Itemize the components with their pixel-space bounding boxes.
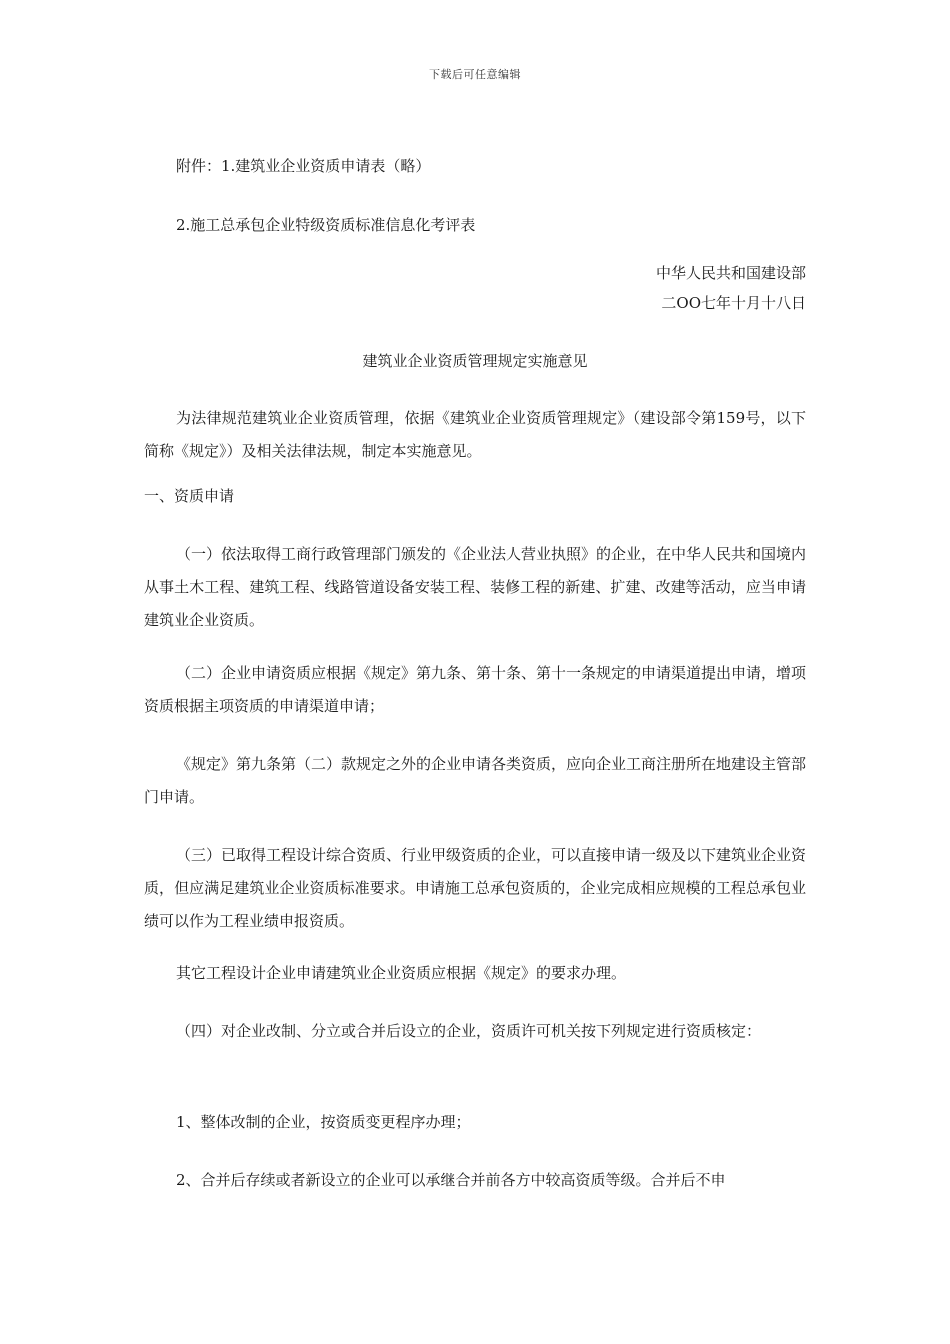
- paragraph-5: 其它工程设计企业申请建筑业企业资质应根据《规定》的要求办理。: [176, 964, 627, 982]
- paragraph-6: （四）对企业改制、分立或合并后设立的企业，资质许可机关按下列规定进行资质核定：: [176, 1022, 762, 1040]
- paragraph-2: （二）企业申请资质应根据《规定》第九条、第十条、第十一条规定的申请渠道提出申请，增项资质根据主项资质的申请渠道申请；: [144, 664, 807, 715]
- header-note: 下载后可任意编辑: [429, 68, 521, 81]
- paragraph-1: （一）依法取得工商行政管理部门颁发的《企业法人营业执照》的企业，在中华人民共和国境内从事土木工程、建筑工程、线路管道设备安装工程、装修工程的新建、扩建、改建等活动，应当申请建筑业企业资质。: [144, 545, 807, 629]
- paragraph-8: 2、合并后存续或者新设立的企业可以承继合并前各方中较高资质等级。合并后不申: [176, 1171, 726, 1189]
- section-heading-1: 一、资质申请: [144, 487, 235, 505]
- attachment-line-1: 附件：1.建筑业企业资质申请表（略）: [176, 157, 431, 175]
- paragraph-7: 1、整体改制的企业，按资质变更程序办理；: [176, 1113, 471, 1131]
- paragraph-3: 《规定》第九条第（二）款规定之外的企业申请各类资质，应向企业工商注册所在地建设主管部门申请。: [144, 755, 807, 806]
- paragraph-4: （三）已取得工程设计综合资质、行业甲级资质的企业，可以直接申请一级及以下建筑业企业资质，但应满足建筑业企业资质标准要求。申请施工总承包资质的，企业完成相应规模的工程总承包业绩可以作为工程业绩申报资质。: [144, 846, 807, 930]
- document-title: 建筑业企业资质管理规定实施意见: [362, 352, 588, 370]
- paragraph-intro: 为法律规范建筑业企业资质管理，依据《建筑业企业资质管理规定》（建设部令第159号，以下简称《规定》）及相关法律法规，制定本实施意见。: [144, 409, 806, 460]
- signature-org: 中华人民共和国建设部: [655, 264, 806, 282]
- signature-date: 二OO七年十月十八日: [661, 294, 806, 312]
- attachment-line-2: 2.施工总承包企业特级资质标准信息化考评表: [176, 216, 476, 234]
